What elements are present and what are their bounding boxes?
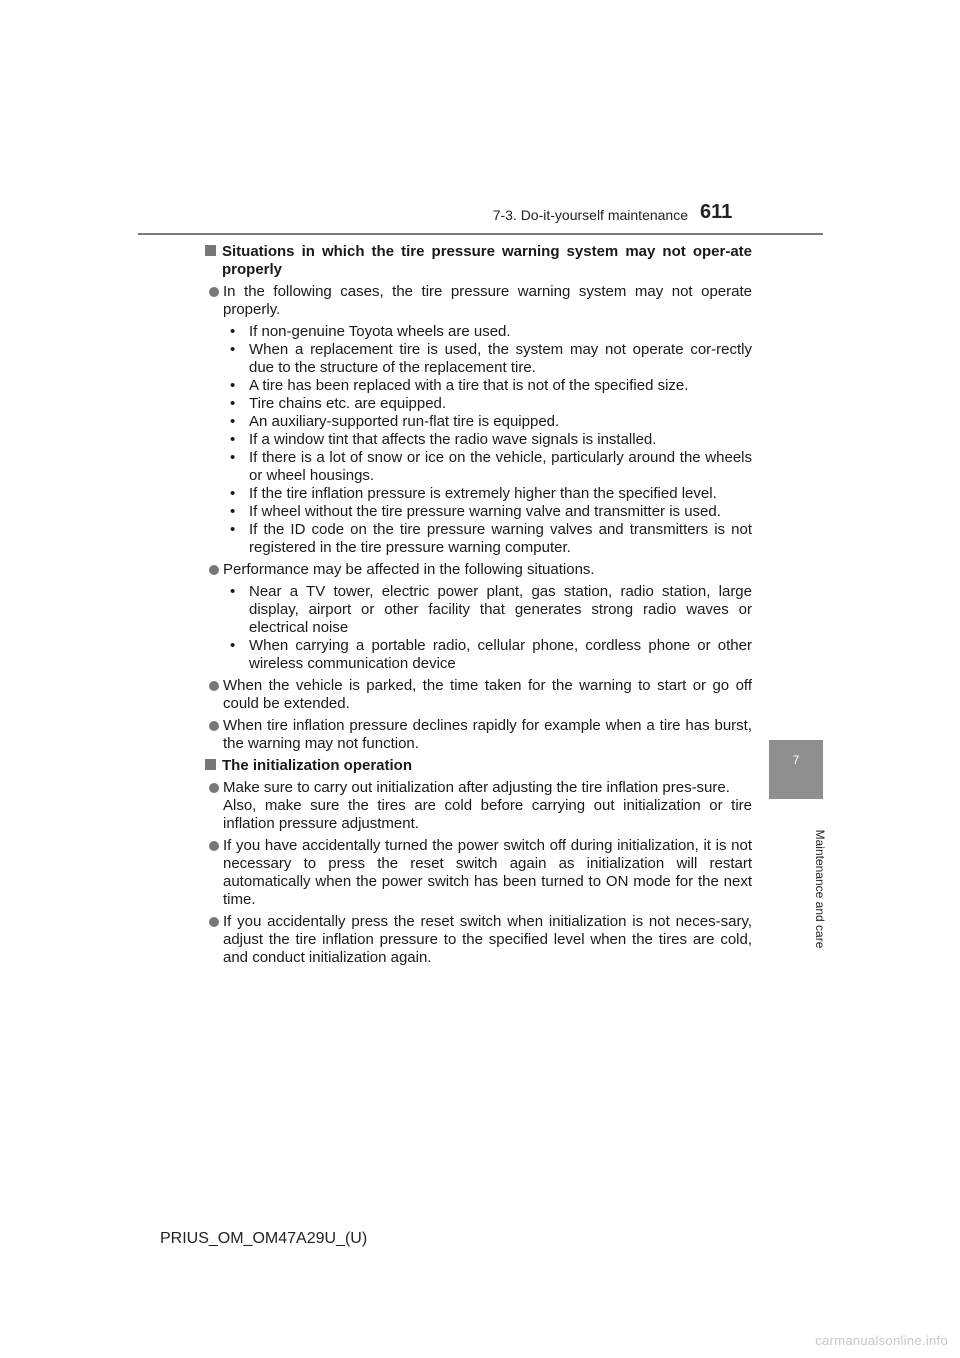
watermark-text[interactable]: carmanualsonline.info bbox=[815, 1333, 948, 1348]
item-text: Performance may be affected in the following situations. bbox=[223, 561, 595, 578]
sub-item-text: If the tire inflation pressure is extremely higher than the specified level. bbox=[249, 485, 717, 502]
item-text-continued: Also, make sure the tires are cold before carrying out initialization or tire inflation pressure adjustment. bbox=[223, 797, 752, 832]
manual-code: PRIUS_OM_OM47A29U_(U) bbox=[160, 1230, 368, 1247]
chapter-number: 7 bbox=[792, 753, 800, 767]
sub-item-text: If the ID code on the tire pressure warning valves and transmitters is not registered in the tire pressure warning computer. bbox=[249, 521, 752, 556]
dot-bullet-icon: • bbox=[230, 583, 236, 600]
header-section-title: 7-3. Do-it-yourself maintenance bbox=[492, 207, 688, 223]
section-initialization bbox=[205, 757, 752, 967]
sub-item bbox=[227, 521, 752, 557]
sub-item-text: Near a TV tower, electric power plant, gas station, radio station, large display, airport or other facility that generates strong radio waves or electrical noise bbox=[249, 583, 752, 636]
sub-item bbox=[227, 377, 752, 395]
sub-item bbox=[227, 395, 752, 413]
section-heading bbox=[205, 243, 752, 279]
circle-bullet-icon bbox=[209, 681, 219, 691]
section-title: Situations in which the tire pressure warning system may not oper-ate properly bbox=[222, 243, 752, 278]
dot-bullet-icon: • bbox=[230, 503, 236, 520]
item-text: Make sure to carry out initialization after adjusting the tire inflation pres-sure. bbox=[223, 779, 730, 796]
dot-bullet-icon: • bbox=[230, 637, 236, 654]
circle-bullet-icon bbox=[209, 565, 219, 575]
list-item bbox=[205, 561, 752, 673]
sub-list bbox=[223, 323, 752, 557]
sub-item bbox=[227, 323, 752, 341]
circle-bullet-icon bbox=[209, 721, 219, 731]
sub-item-text: A tire has been replaced with a tire that is not of the specified size. bbox=[249, 377, 689, 394]
sub-item bbox=[227, 449, 752, 485]
item-text: When tire inflation pressure declines rapidly for example when a tire has burst, the warning may not function. bbox=[223, 717, 752, 752]
sub-item-text: If there is a lot of snow or ice on the vehicle, particularly around the wheels or wheel housings. bbox=[249, 449, 752, 484]
circle-bullet-icon bbox=[209, 783, 219, 793]
circle-bullet-icon bbox=[209, 917, 219, 927]
header-divider bbox=[138, 233, 823, 235]
sub-item-text: Tire chains etc. are equipped. bbox=[249, 395, 447, 412]
sub-item-text: When carrying a portable radio, cellular phone, cordless phone or other wireless communication device bbox=[249, 637, 752, 672]
circle-bullet-icon bbox=[209, 841, 219, 851]
list-item bbox=[205, 913, 752, 967]
section-tpws-conditions bbox=[205, 243, 752, 753]
sub-item bbox=[227, 485, 752, 503]
dot-bullet-icon: • bbox=[230, 395, 236, 412]
watermark bbox=[0, 1318, 960, 1358]
dot-bullet-icon: • bbox=[230, 485, 236, 502]
item-text: When the vehicle is parked, the time taken for the warning to start or go off could be extended. bbox=[223, 677, 752, 712]
item-text: If you accidentally press the reset switch when initialization is not neces-sary, adjust the tire inflation pressure to the specified level when the tires are cold, and conduct initialization again. bbox=[223, 913, 752, 966]
dot-bullet-icon: • bbox=[230, 341, 236, 358]
sub-item-text: If wheel without the tire pressure warning valve and transmitter is used. bbox=[249, 503, 721, 520]
item-text: If you have accidentally turned the power switch off during initialization, it is not necessary to press the reset switch again as initialization will restart automatically when the power switch has been turned to ON mode for the next time. bbox=[223, 837, 752, 908]
sub-item bbox=[227, 583, 752, 637]
sub-item bbox=[227, 431, 752, 449]
list-item bbox=[205, 837, 752, 909]
sub-item bbox=[227, 637, 752, 673]
sub-item-text: An auxiliary-supported run-flat tire is equipped. bbox=[249, 413, 560, 430]
page-number: 611 bbox=[700, 201, 733, 223]
dot-bullet-icon: • bbox=[230, 413, 236, 430]
dot-bullet-icon: • bbox=[230, 431, 236, 448]
list-item bbox=[205, 283, 752, 557]
list-item bbox=[205, 779, 752, 833]
dot-bullet-icon: • bbox=[230, 323, 236, 340]
circle-bullet-icon bbox=[209, 287, 219, 297]
square-bullet-icon bbox=[205, 759, 216, 770]
main-content bbox=[205, 243, 752, 971]
dot-bullet-icon: • bbox=[230, 521, 236, 538]
dot-bullet-icon: • bbox=[230, 377, 236, 394]
square-bullet-icon bbox=[205, 245, 216, 256]
sub-item-text: If a window tint that affects the radio wave signals is installed. bbox=[249, 431, 657, 448]
section-heading bbox=[205, 757, 752, 775]
list-item bbox=[205, 677, 752, 713]
sub-item bbox=[227, 341, 752, 377]
sub-item-text: If non-genuine Toyota wheels are used. bbox=[249, 323, 511, 340]
chapter-tab bbox=[769, 740, 823, 799]
sub-item bbox=[227, 503, 752, 521]
sub-item-text: When a replacement tire is used, the system may not operate cor-rectly due to the structure of the replacement tire. bbox=[249, 341, 752, 376]
sub-item bbox=[227, 413, 752, 431]
sub-list bbox=[223, 583, 752, 673]
item-text: In the following cases, the tire pressure warning system may not operate properly. bbox=[223, 283, 752, 318]
section-title: The initialization operation bbox=[222, 757, 413, 774]
dot-bullet-icon: • bbox=[230, 449, 236, 466]
chapter-label: Maintenance and care bbox=[813, 829, 827, 949]
list-item bbox=[205, 717, 752, 753]
